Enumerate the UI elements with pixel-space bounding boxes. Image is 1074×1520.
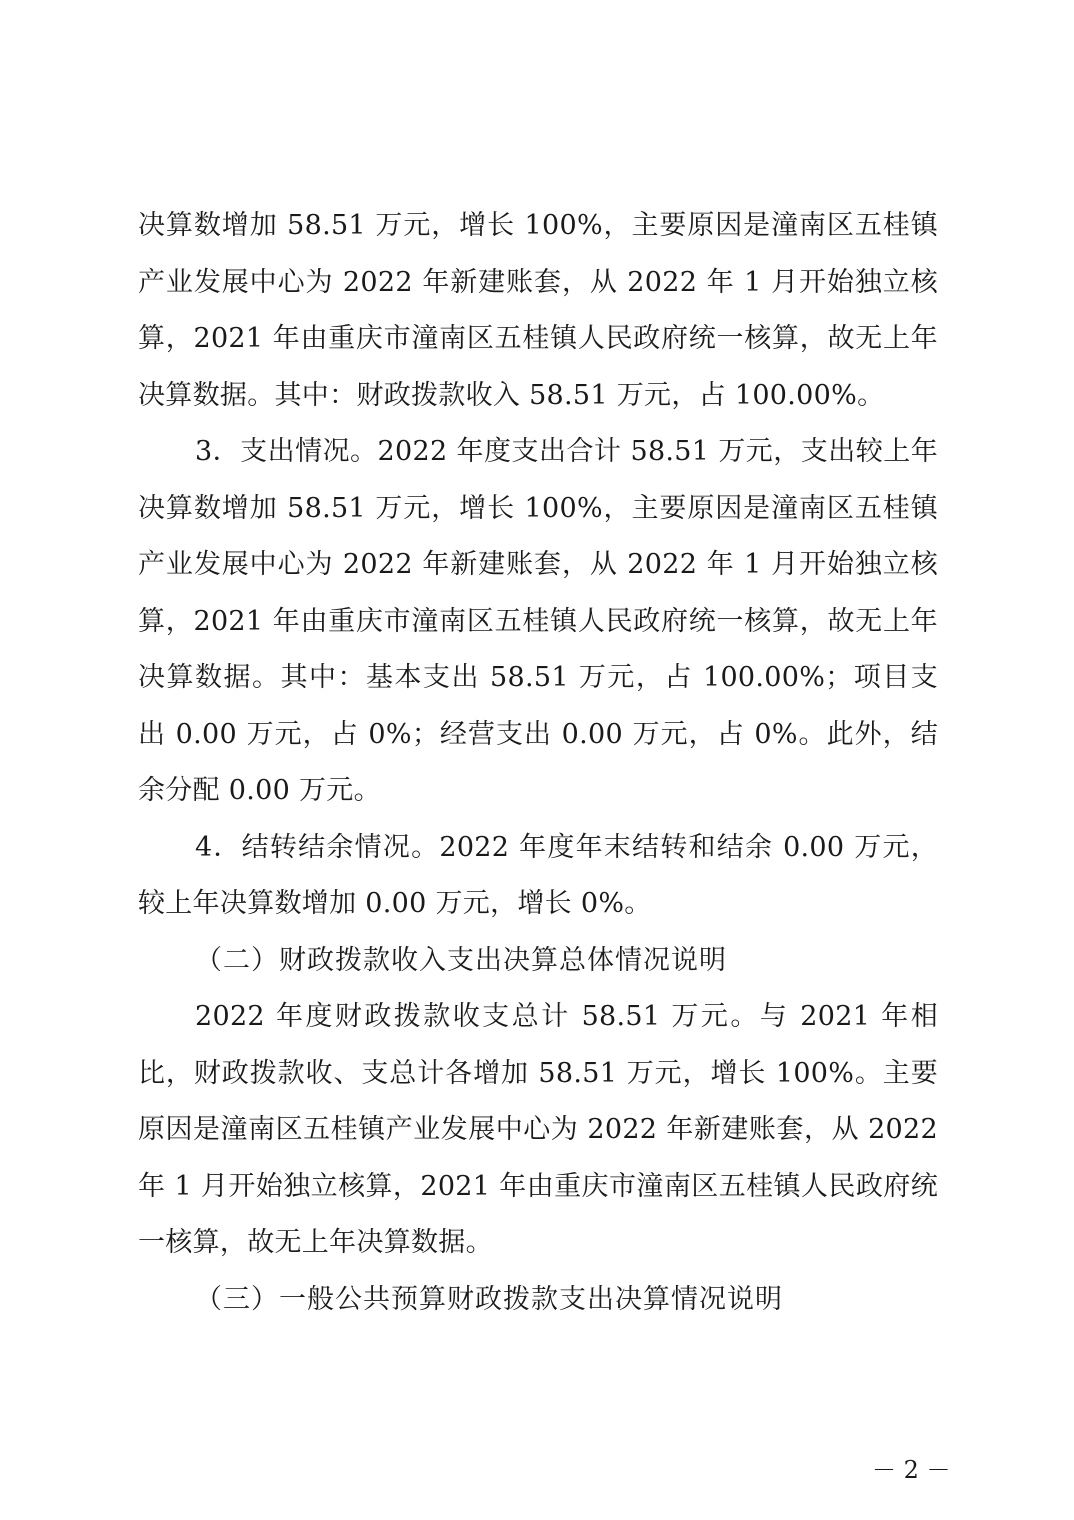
document-body — [138, 198, 938, 1328]
paragraph-section-2-body: 2022 年度财政拨款收支总计 58.51 万元。与 2021 年相比，财政拨款收、支总计各增加 58.51 万元，增长 100%。主要原因是潼南区五桂镇产业发展中心为 2022 年新建账套，从 2022 年 1 月开始独立核算，2021 年由重庆市潼南区五桂镇人民政府统一核算，故无上年决算数据。 — [138, 1001, 938, 1258]
section-heading-3: （三）一般公共预算财政拨款支出决算情况说明 — [195, 1283, 783, 1315]
paragraph-carryover: 4．结转结余情况。2022 年度年末结转和结余 0.00 万元，较上年决算数增加 0.00 万元，增长 0%。 — [138, 831, 938, 919]
paragraph-expenditure: 3．支出情况。2022 年度支出合计 58.51 万元，支出较上年决算数增加 58.51 万元，增长 100%，主要原因是潼南区五桂镇产业发展中心为 2022 年新建账套，从 2022 年 1 月开始独立核算，2021 年由重庆市潼南区五桂镇人民政府统一核算，故无上年决算数据。其中：基本支出 58.51 万元，占 100.00%；项目支出 0.00 万元，占 0%；经营支出 0.00 万元，占 0%。此外，结余分配 0.00 万元。 — [138, 436, 938, 806]
page-number: － 2 － — [872, 1456, 951, 1484]
section-heading-2: （二）财政拨款收入支出决算总体情况说明 — [195, 944, 727, 976]
paragraph-income-continued: 决算数增加 58.51 万元，增长 100%，主要原因是潼南区五桂镇产业发展中心为 2022 年新建账套，从 2022 年 1 月开始独立核算，2021 年由重庆市潼南区五桂镇人民政府统一核算，故无上年决算数据。其中：财政拨款收入 58.51 万元，占 100.00%。 — [138, 210, 938, 411]
